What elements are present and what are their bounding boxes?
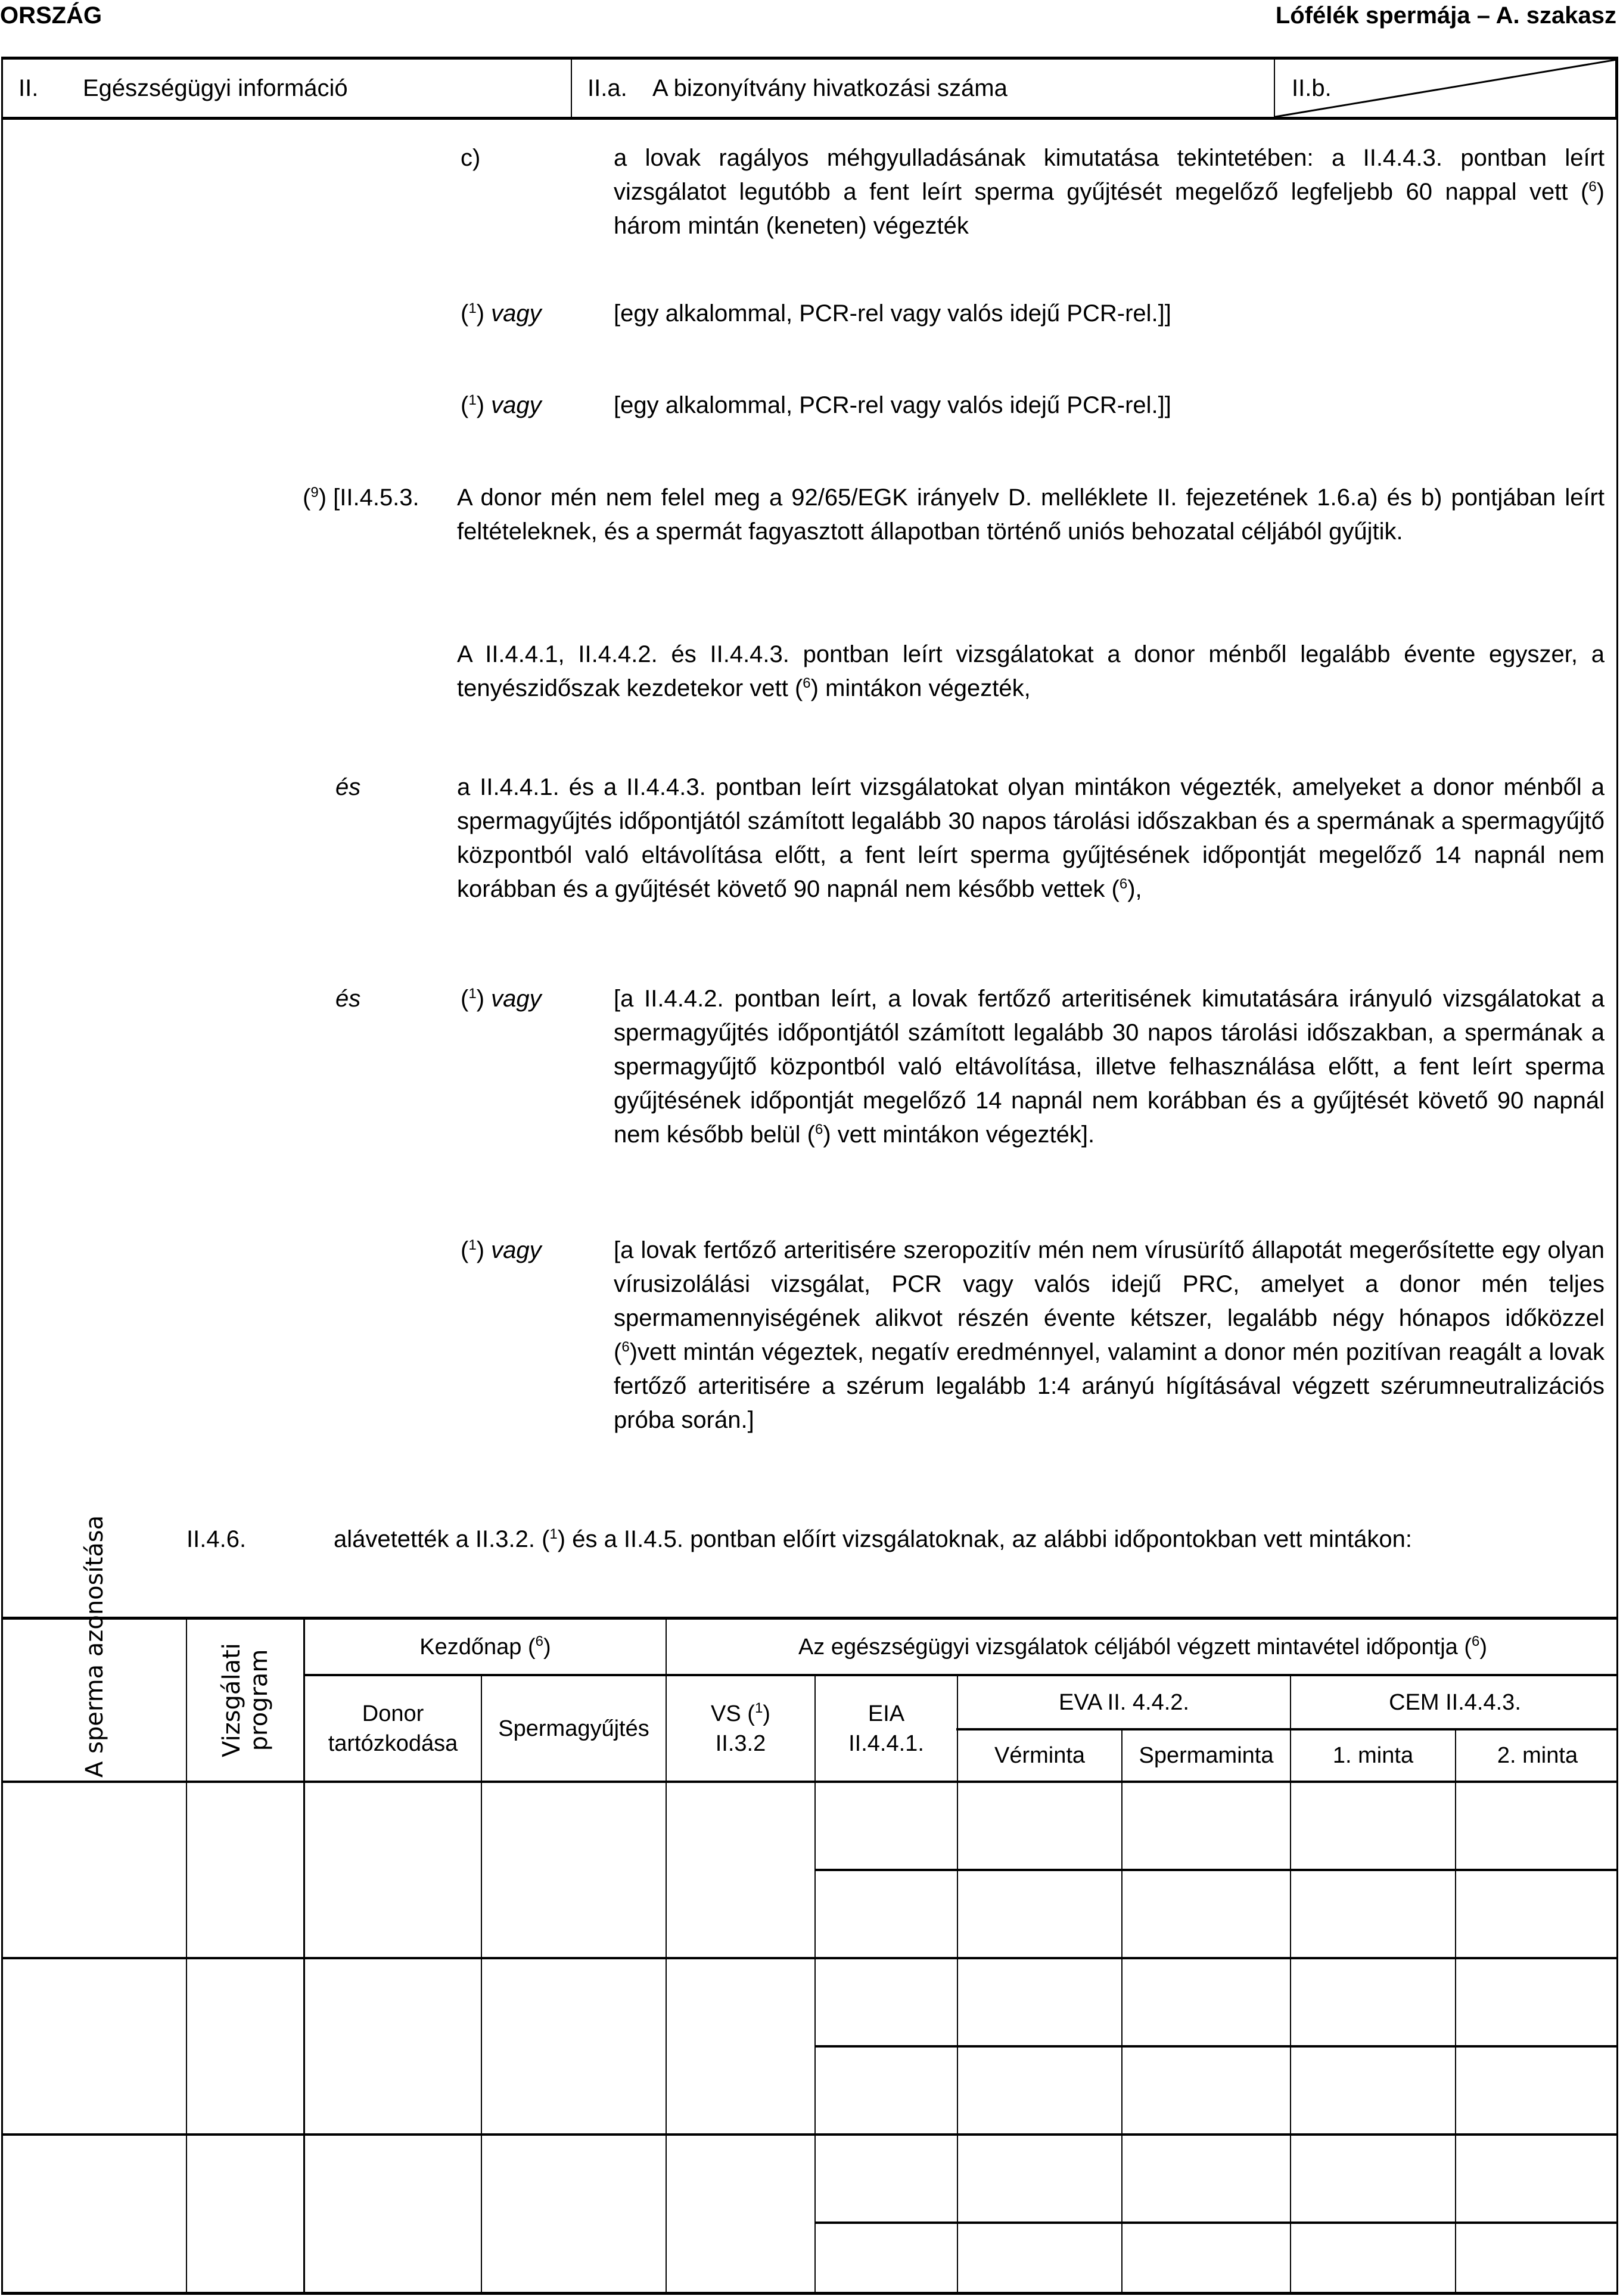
reference-number-label-prefix: II.a.	[587, 74, 627, 101]
table-row-1-sperm-id-cell[interactable]	[3, 1783, 186, 1957]
section-number: II.	[18, 74, 39, 101]
point-4-5-3-text: A donor mén nem felel meg a 92/65/EGK irányelv D. melléklete II. fejezetének 1.6.a) és b) pontjában leírt feltételeknek, és a spermát fagyasztott állapotban történő uniós behozatal céljából gyűjtik.	[457, 484, 1605, 545]
and-option-label: ($^1$) vagy	[461, 986, 542, 1012]
diagonal-strike-icon	[1275, 60, 1617, 117]
group-header-eva: EVA II. 4.4.2.	[1059, 1689, 1189, 1715]
option-1-text: [egy alkalommal, PCR-rel vagy valós idejű PCR-rel.]]	[614, 300, 1171, 327]
col-header-semen-sample: Spermaminta	[1139, 1743, 1274, 1768]
and-label-1: és	[335, 774, 361, 800]
option-2-text: [egy alkalommal, PCR-rel vagy valós idejű PCR-rel.]]	[614, 392, 1171, 418]
and-text-1: a II.4.4.1. és a II.4.4.3. pontban leírt vizsgálatokat olyan mintákon végezték, amelyeket a donor ménből a spermagyűjtés időpontjától számított legalább 30 napos tárolási időszakban és a spermának a spermagyűjtő központból való eltávolítása előtt, a fent leírt sperma gyűjtésének időpontját megelőző 14 napnál nem korábban és a gyűjtését követő 90 napnál nem később vettek ($^6$),	[457, 774, 1605, 902]
col-header-eia: EIA II.4.4.1.	[848, 1701, 924, 1756]
and-option-text: [a II.4.4.2. pontban leírt, a lovak fertőző arteritisének kimutatására irányuló vizsgálatokat a spermagyűjtés időpontjától számított legalább 30 napos tárolási időszakban, a spermának a spermagyűjtő központból való eltávolítása, illetve felhasználása előtt, a fent leírt sperma gyűjtésének időpontját megelőző 14 napnál nem korábban és a gyűjtését követő 90 napnál nem később belül ($^6$) vett mintákon végezték].	[614, 986, 1605, 1148]
col-header-donor-residence: Donor tartózkodása	[328, 1701, 458, 1756]
col-header-sperm-id: A sperma azonosítása	[80, 1515, 108, 1778]
section-iib-label: II.b.	[1292, 74, 1332, 101]
point-4-5-3-label: ($^9$) [II.4.5.3.	[303, 484, 419, 511]
table-row-2-sperm-id-cell[interactable]	[3, 1959, 186, 2133]
col-header-sample-2: 2. minta	[1497, 1743, 1578, 1768]
col-header-blood-sample: Vérminta	[994, 1743, 1086, 1768]
reference-number-label: A bizonyítvány hivatkozási száma	[652, 74, 1008, 101]
point-4-5-3-text-2: A II.4.4.1, II.4.4.2. és II.4.4.3. pontban leírt vizsgálatokat a donor ménből legalább évente egyszer, a tenyészidőszak kezdetekor vett ($^6$) mintákon végezték,	[457, 641, 1605, 701]
option-3-text: [a lovak fertőző arteritisére szeropozitív mén nem vírusürítő állapotát megerősítette egy olyan vírusizolálási vizsgálat, PCR vagy valós idejű PRC, amelyet a donor mén teljes spermamennyiségének alikvot részén évente kétszer, legalább négy hónapos időközzel ($^6$)vett mintán végeztek, negatív eredménnyel, valamint a donor mén pozitívan reagált a lovak fertőző arteritisére a szérum legalább 1:4 arányú hígításával végzett szérumneutralizációs próba során.]	[614, 1237, 1605, 1433]
point-4-6-text: alávetették a II.3.2. ($^1$) és a II.4.5. pontban előírt vizsgálatoknak, az alábbi időpontokban vett mintákon:	[334, 1526, 1412, 1552]
col-header-semen-collection: Spermagyűjtés	[498, 1716, 649, 1741]
and-label-2: és	[335, 986, 361, 1012]
country-label: ORSZÁG	[0, 2, 102, 29]
section-label-health-info: Egészségügyi információ	[83, 74, 348, 101]
item-c-label: c)	[461, 145, 481, 171]
col-header-sample-1: 1. minta	[1332, 1743, 1414, 1768]
col-header-vs: VS ($^1$) II.3.2	[711, 1700, 770, 1756]
item-c-text: a lovak ragályos méhgyulladásának kimutatása tekintetében: a II.4.4.3. pontban leírt vizsgálatot legutóbb a fent leírt sperma gyűjtését megelőző legfeljebb 60 nappal vett ($^6$) három mintán (keneten) végezték	[614, 145, 1605, 239]
certificate-header-bar	[1, 57, 1618, 120]
group-header-cem: CEM II.4.4.3.	[1389, 1689, 1521, 1715]
group-header-start-date: Kezdőnap ($^6$)	[419, 1633, 551, 1660]
option-2-label: ($^1$) vagy	[461, 392, 542, 418]
table-row-3-sperm-id-cell[interactable]	[3, 2136, 186, 2292]
point-4-6-label: II.4.6.	[186, 1526, 247, 1552]
col-header-test-program: Vizsgálati program	[217, 1643, 273, 1757]
group-header-sampling-date: Az egészségügyi vizsgálatok céljából végzett mintavétel időpontja ($^6$)	[798, 1633, 1488, 1660]
option-3-label: ($^1$) vagy	[461, 1237, 542, 1263]
section-title: Lófélék spermája – A. szakasz	[1275, 2, 1616, 29]
option-1-label: ($^1$) vagy	[461, 300, 542, 327]
